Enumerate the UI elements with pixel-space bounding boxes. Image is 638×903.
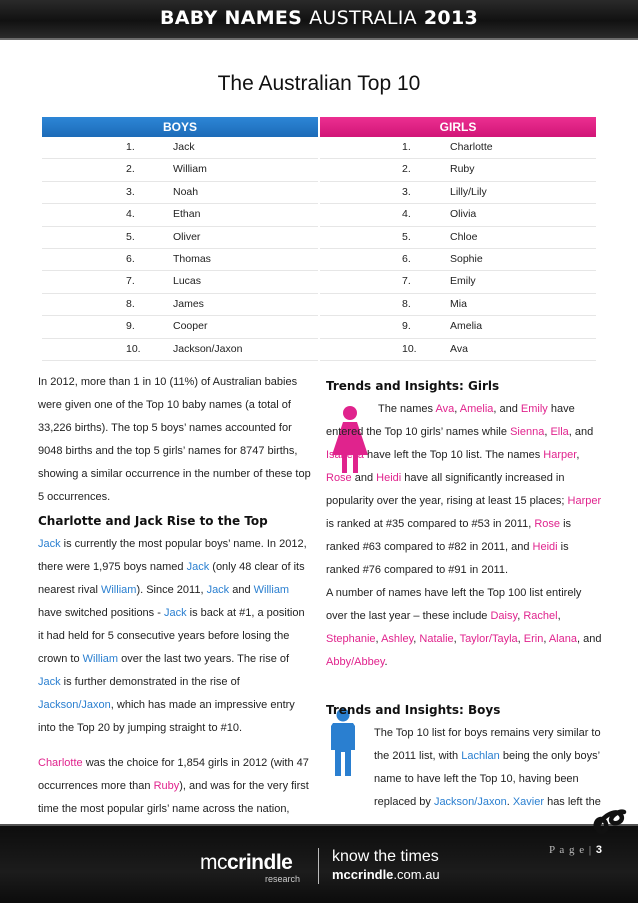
charlotte-paragraph: Charlotte was the choice for 1,854 girls in 2012 (with 47 occurrences more than Ruby), and was for the very first time the most popular girls’ name across the nation, — [38, 757, 309, 815]
rank: 8. — [126, 297, 135, 310]
name-highlight: Heidi — [532, 541, 558, 553]
table-row — [320, 137, 596, 159]
name-highlight: Harper — [543, 449, 577, 461]
rank: 5. — [126, 230, 135, 243]
name-highlight: Amelia — [459, 403, 494, 415]
rank: 7. — [402, 275, 411, 288]
table-row — [42, 294, 318, 316]
name: Sophie — [450, 252, 483, 265]
section-heading-rise: Charlotte and Jack Rise to the Top — [38, 514, 268, 528]
table-row — [42, 159, 318, 181]
table-row — [42, 182, 318, 204]
name-highlight: Jack — [163, 607, 187, 619]
footer — [0, 826, 638, 903]
name: Mia — [450, 297, 467, 310]
name: Oliver — [173, 230, 201, 243]
page-title: The Australian Top 10 — [217, 72, 421, 95]
name-highlight: Rachel — [523, 610, 558, 622]
name-highlight: William — [100, 584, 137, 596]
name-highlight: Jack — [186, 561, 210, 573]
table-row — [320, 249, 596, 271]
boys-paragraph: The Top 10 list for boys remains very similar to the 2011 list, with Lachlan being the only boys’ name to have left the Top 10, having been replaced by Jackson/Jaxon. Xavier has left the — [374, 727, 601, 808]
right-column — [326, 374, 604, 814]
header-year: 2013 — [423, 7, 478, 29]
section-heading-girls: Trends and Insights: Girls — [326, 379, 500, 393]
name-highlight: Jack — [38, 538, 61, 550]
name-highlight: Taylor/Tayla — [459, 633, 518, 645]
rank: 9. — [126, 320, 135, 333]
name-highlight: Isabella — [326, 449, 364, 461]
rank: 4. — [126, 208, 135, 221]
name-highlight: Xavier — [512, 796, 545, 808]
website: mccrindle.com.au — [332, 867, 440, 882]
rank: 6. — [126, 252, 135, 265]
rank: 9. — [402, 320, 411, 333]
name-highlight: Heidi — [376, 472, 402, 484]
rank: 1. — [402, 141, 411, 153]
name-highlight: Daisy — [490, 610, 518, 622]
name-highlight: Rose — [534, 518, 561, 530]
name-highlight: Ashley — [381, 633, 414, 645]
name: Jackson/Jaxon — [173, 342, 243, 355]
header-banner — [0, 0, 638, 38]
name-highlight: Jackson/Jaxon — [38, 699, 111, 711]
rank: 5. — [402, 230, 411, 243]
table-row — [42, 316, 318, 338]
name: Charlotte — [450, 141, 493, 153]
name-highlight: Jackson/Jaxon — [433, 796, 507, 808]
rank: 3. — [126, 185, 135, 198]
table-row — [42, 271, 318, 293]
name: Amelia — [450, 320, 483, 333]
header-divider — [0, 38, 638, 40]
boys-table — [42, 137, 318, 361]
name-highlight: Emily — [520, 403, 548, 415]
rank: 2. — [402, 163, 411, 176]
name-highlight: Jack — [206, 584, 230, 596]
table-row — [320, 182, 596, 204]
name-highlight: Rose — [326, 472, 352, 484]
name-highlight: William — [82, 653, 119, 665]
table-row — [320, 316, 596, 338]
girls-table — [320, 137, 596, 361]
left-column — [38, 371, 311, 844]
table-row — [320, 204, 596, 226]
header-title-light: AUSTRALIA — [309, 7, 417, 29]
girls-paragraph: The names Ava, Amelia, and Emily have entered the Top 10 girls’ names while Sienna, Ella, and Isabella have left the Top 10 list. The names Harper, Rose and Heidi have all significantly increased in popularity over the year, rising at least 15 places; Harper is ranked at #35 compared to #53 in 2011, Rose is ranked #63 compared to #82 in 2011, and Heidi is ranked #76 compared to #91 in 2011. — [326, 403, 602, 576]
tagline: know the times — [332, 848, 439, 865]
section-heading-boys: Trends and Insights: Boys — [326, 703, 501, 717]
name-highlight: William — [253, 584, 290, 596]
name: Noah — [173, 185, 199, 198]
name-highlight: Charlotte — [38, 757, 83, 769]
logo-separator — [318, 848, 319, 884]
page-number: P a g e | 3 — [548, 844, 602, 856]
name-highlight: Sienna — [510, 426, 545, 438]
rank: 8. — [402, 297, 411, 310]
name: Olivia — [450, 208, 477, 221]
table-row — [42, 204, 318, 226]
name: Emily — [450, 275, 476, 288]
name: Chloe — [450, 230, 478, 243]
name: Lilly/Lily — [450, 185, 487, 198]
table-row — [42, 249, 318, 271]
table-row — [42, 227, 318, 249]
name: Ava — [450, 342, 468, 355]
table-row — [320, 271, 596, 293]
rank: 6. — [402, 252, 411, 265]
rank: 10. — [402, 342, 417, 355]
name: Lucas — [173, 275, 202, 288]
name: William — [173, 163, 207, 176]
name: Ethan — [173, 208, 201, 221]
table-row — [42, 339, 318, 361]
rank: 3. — [402, 185, 411, 198]
rank: 10. — [126, 342, 141, 355]
rank: 2. — [126, 163, 135, 176]
table-row — [42, 137, 318, 159]
name-highlight: Stephanie — [326, 633, 376, 645]
table-row — [320, 294, 596, 316]
rank: 7. — [126, 275, 135, 288]
name-highlight: Harper — [567, 495, 602, 507]
table-row — [320, 339, 596, 361]
girls-header: GIRLS — [320, 117, 596, 137]
name-highlight: Natalie — [419, 633, 454, 645]
name-highlight: Ella — [550, 426, 569, 438]
name-highlight: Ruby — [153, 780, 180, 792]
name-highlight: Jack — [38, 676, 61, 688]
intro-paragraph: In 2012, more than 1 in 10 (11%) of Australian babies were given one of the Top 10 baby names (a total of 33,226 births). The top 5 boys’ names accounted for 9048 births and the top 5 girls’ names for 8747 births, showing a similar occurrence in the number of these top 5 occurrences. — [38, 376, 311, 503]
name: Jack — [173, 141, 195, 153]
name: Thomas — [173, 252, 211, 265]
table-row — [320, 227, 596, 249]
rank: 1. — [126, 141, 135, 153]
name: Cooper — [173, 320, 208, 333]
rank: 4. — [402, 208, 411, 221]
name-highlight: Erin — [523, 633, 544, 645]
name-highlight: Ava — [435, 403, 455, 415]
logo-subtitle: research — [265, 874, 301, 884]
table-row — [320, 159, 596, 181]
name-highlight: Abby/Abbey — [326, 656, 385, 668]
header-title-bold: BABY NAMES — [159, 7, 303, 29]
mccrindle-logo: mccrindle — [200, 851, 293, 874]
boys-header: BOYS — [42, 117, 318, 137]
name: James — [173, 297, 204, 310]
name: Ruby — [450, 163, 475, 176]
name-highlight: Lachlan — [461, 750, 500, 762]
jack-paragraph: Jack is currently the most popular boys’ name. In 2012, there were 1,975 boys named Jack (only 48 clear of its nearest rival William). Since 2011, Jack and William have switched positions - Jack is back at #1, a position it had held for 5 consecutive years before losing the crown to William over the last two years. The rise of Jack is further demonstrated in the rise of Jackson/Jaxon, which has made an impressive entry into the Top 20 by jumping straight to #10. — [38, 538, 307, 734]
name-highlight: Alana — [548, 633, 577, 645]
girls-left-top100-paragraph: A number of names have left the Top 100 list entirely over the last year – these include Daisy, Rachel, Stephanie, Ashley, Natalie, Taylor/Tayla, Erin, Alana, and Abby/Abbey. — [326, 587, 602, 668]
decorative-squiggle-icon — [592, 804, 628, 838]
